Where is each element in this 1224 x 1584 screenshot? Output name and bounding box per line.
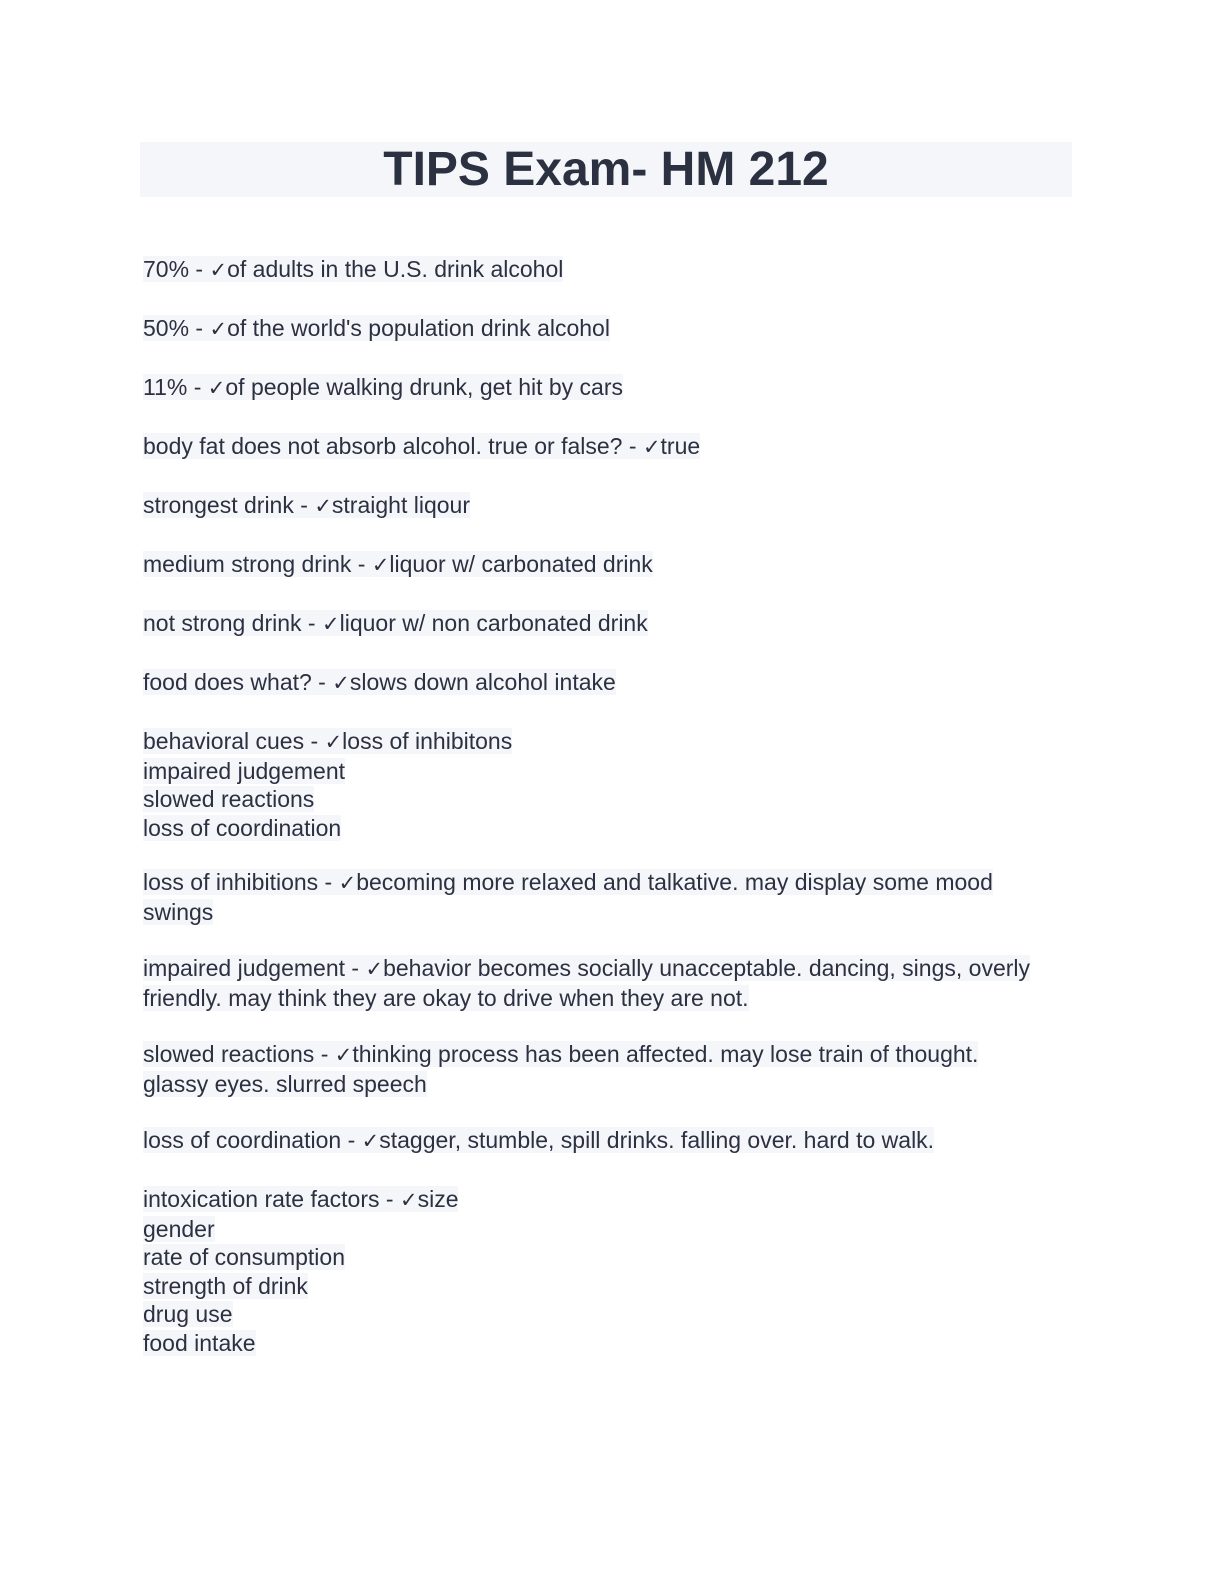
highlighted-text [143,955,1030,981]
check-mark-icon: ✓ [338,871,357,895]
entry-question-line [143,1185,1083,1215]
entry-question-line [143,954,1083,984]
entry-answer-text: liquor w/ carbonated drink [389,551,653,577]
entry-answer-text: straight liqour [331,492,470,518]
highlighted-text [143,899,213,925]
entry-answer-text: stagger, stumble, spill drinks. falling over. hard to walk. [379,1127,935,1153]
entry-term: behavioral cues [143,728,305,754]
entry-answer-text: slowed reactions [143,786,315,812]
entry-question-line [143,1040,1083,1070]
highlighted-text [143,374,623,400]
highlighted-text [143,492,470,518]
entry-answer-text: food intake [143,1329,256,1356]
highlighted-text [143,869,993,895]
flashcard-entry [143,668,1083,698]
entry-separator: - [622,433,643,459]
check-mark-icon: ✓ [209,317,228,341]
entry-term: loss of coordination [143,1127,342,1153]
check-mark-icon: ✓ [332,671,350,695]
highlighted-text [143,1127,934,1153]
entry-term: impaired judgement [143,955,346,981]
entry-question-line [143,432,1083,462]
entry-separator: - [311,669,333,695]
entry-answer-line [143,785,1083,814]
entry-question-line [143,727,1083,757]
highlighted-text [143,1071,427,1097]
highlighted-text [143,758,345,784]
flashcard-entry [143,868,1083,926]
entry-answer-text: drug use [143,1301,233,1327]
entry-question-line [143,255,1083,285]
entry-answer-line [143,1272,1083,1301]
highlighted-text [143,985,749,1011]
entry-answer-text: slows down alcohol intake [349,669,616,695]
entry-term: 70% [143,256,190,282]
entry-separator: - [189,256,210,282]
entry-term: strongest drink [143,492,294,518]
entry-term: 50% [143,315,190,341]
flashcard-entry [143,1040,1083,1098]
highlighted-text [143,1216,215,1242]
entry-term: slowed reactions [143,1041,315,1067]
entry-answer-line [143,814,1083,843]
entry-separator: - [318,869,339,895]
check-mark-icon: ✓ [321,612,340,636]
entry-answer-line [143,757,1083,786]
entry-answer-text: gender [143,1215,215,1242]
highlighted-text [143,1186,458,1212]
entry-separator: - [301,610,322,636]
entry-answer-line [143,1215,1083,1244]
entry-separator: - [187,374,208,400]
highlighted-text [143,815,341,841]
flashcard-entry [143,609,1083,639]
highlighted-text [143,315,610,341]
entry-answer-line [143,1300,1083,1329]
entry-answer-text: true [660,433,701,459]
entry-answer-text: of adults in the U.S. drink alcohol [227,256,564,282]
entry-separator: - [351,551,372,577]
highlighted-text [143,1041,978,1067]
highlighted-text [143,610,648,636]
flashcard-entry [143,954,1083,1012]
highlighted-text [143,728,512,754]
check-mark-icon: ✓ [209,258,228,282]
check-mark-icon: ✓ [642,435,661,459]
entry-question-line [143,314,1083,344]
highlighted-text [143,669,616,695]
entry-term: medium strong drink [143,551,352,577]
entry-answer-text: thinking process has been affected. may lose train of thought. [352,1041,979,1067]
entry-separator: - [341,1127,362,1153]
entry-separator: - [379,1186,400,1212]
flashcard-entry [143,491,1083,521]
entry-question-line [143,668,1083,698]
flashcard-entry [143,727,1083,842]
highlighted-text [143,786,314,812]
entry-answer-text: of people walking drunk, get hit by cars [225,374,624,400]
check-mark-icon: ✓ [324,730,343,754]
entry-answer-line [143,1243,1083,1272]
highlighted-text [143,1273,308,1299]
highlighted-text [143,551,653,577]
entry-answer-line [143,984,1083,1013]
flashcard-entry [143,255,1083,285]
entry-answer-text: becoming more relaxed and talkative. may display some mood [356,869,993,895]
entry-term: food does what? [143,669,312,695]
entry-separator: - [304,728,325,754]
entry-answer-text: liquor w/ non carbonated drink [339,610,648,636]
entry-answer-text: of the world's population drink alcohol [227,315,610,341]
entry-answer-text: loss of coordination [143,814,342,841]
entry-question-line [143,550,1083,580]
flashcard-entry [143,314,1083,344]
entry-answer-line [143,1329,1083,1358]
entry-answer-text: loss of inhibitons [342,728,513,754]
entry-separator: - [189,315,210,341]
entry-question-line [143,1126,1083,1156]
highlighted-text [143,1330,256,1356]
entry-question-line [143,373,1083,403]
entry-separator: - [314,1041,335,1067]
flashcard-entry [143,1185,1083,1357]
entry-answer-text: size [417,1186,459,1212]
flashcard-entry [143,1126,1083,1156]
entry-answer-text: rate of consumption [143,1244,346,1270]
check-mark-icon: ✓ [371,553,390,577]
highlighted-text [143,256,563,282]
entry-answer-text: behavior becomes socially unacceptable. dancing, sings, overly [383,955,1030,981]
entry-answer-line [143,1070,1083,1099]
entry-separator: - [345,955,366,981]
entry-term: not strong drink [143,610,302,636]
entry-answer-text: friendly. may think they are okay to drive when they are not. [143,984,749,1011]
entry-separator: - [293,492,315,518]
entry-answer-text: swings [143,898,214,925]
entry-question-line [143,491,1083,521]
entry-answer-line [143,898,1083,927]
entry-term: 11% [143,374,188,400]
check-mark-icon: ✓ [365,957,384,981]
entry-answer-text: impaired judgement [143,757,346,784]
entry-term: loss of inhibitions [143,869,319,895]
flashcard-entry [143,432,1083,462]
check-mark-icon: ✓ [361,1129,380,1153]
flashcard-entry [143,373,1083,403]
check-mark-icon: ✓ [399,1188,418,1212]
check-mark-icon: ✓ [314,494,332,518]
flashcard-entry [143,550,1083,580]
entry-term: body fat does not absorb alcohol. true or false? [143,433,623,459]
document-title: TIPS Exam- HM 212 [383,143,829,196]
highlighted-text [143,1301,233,1327]
entry-answer-text: glassy eyes. slurred speech [143,1070,427,1097]
check-mark-icon: ✓ [334,1043,353,1067]
highlighted-text [143,1244,345,1270]
highlighted-text [143,433,700,459]
entry-term: intoxication rate factors [143,1186,380,1212]
entry-question-line [143,609,1083,639]
entry-answer-text: strength of drink [143,1272,308,1299]
check-mark-icon: ✓ [207,376,226,400]
entry-question-line [143,868,1083,898]
